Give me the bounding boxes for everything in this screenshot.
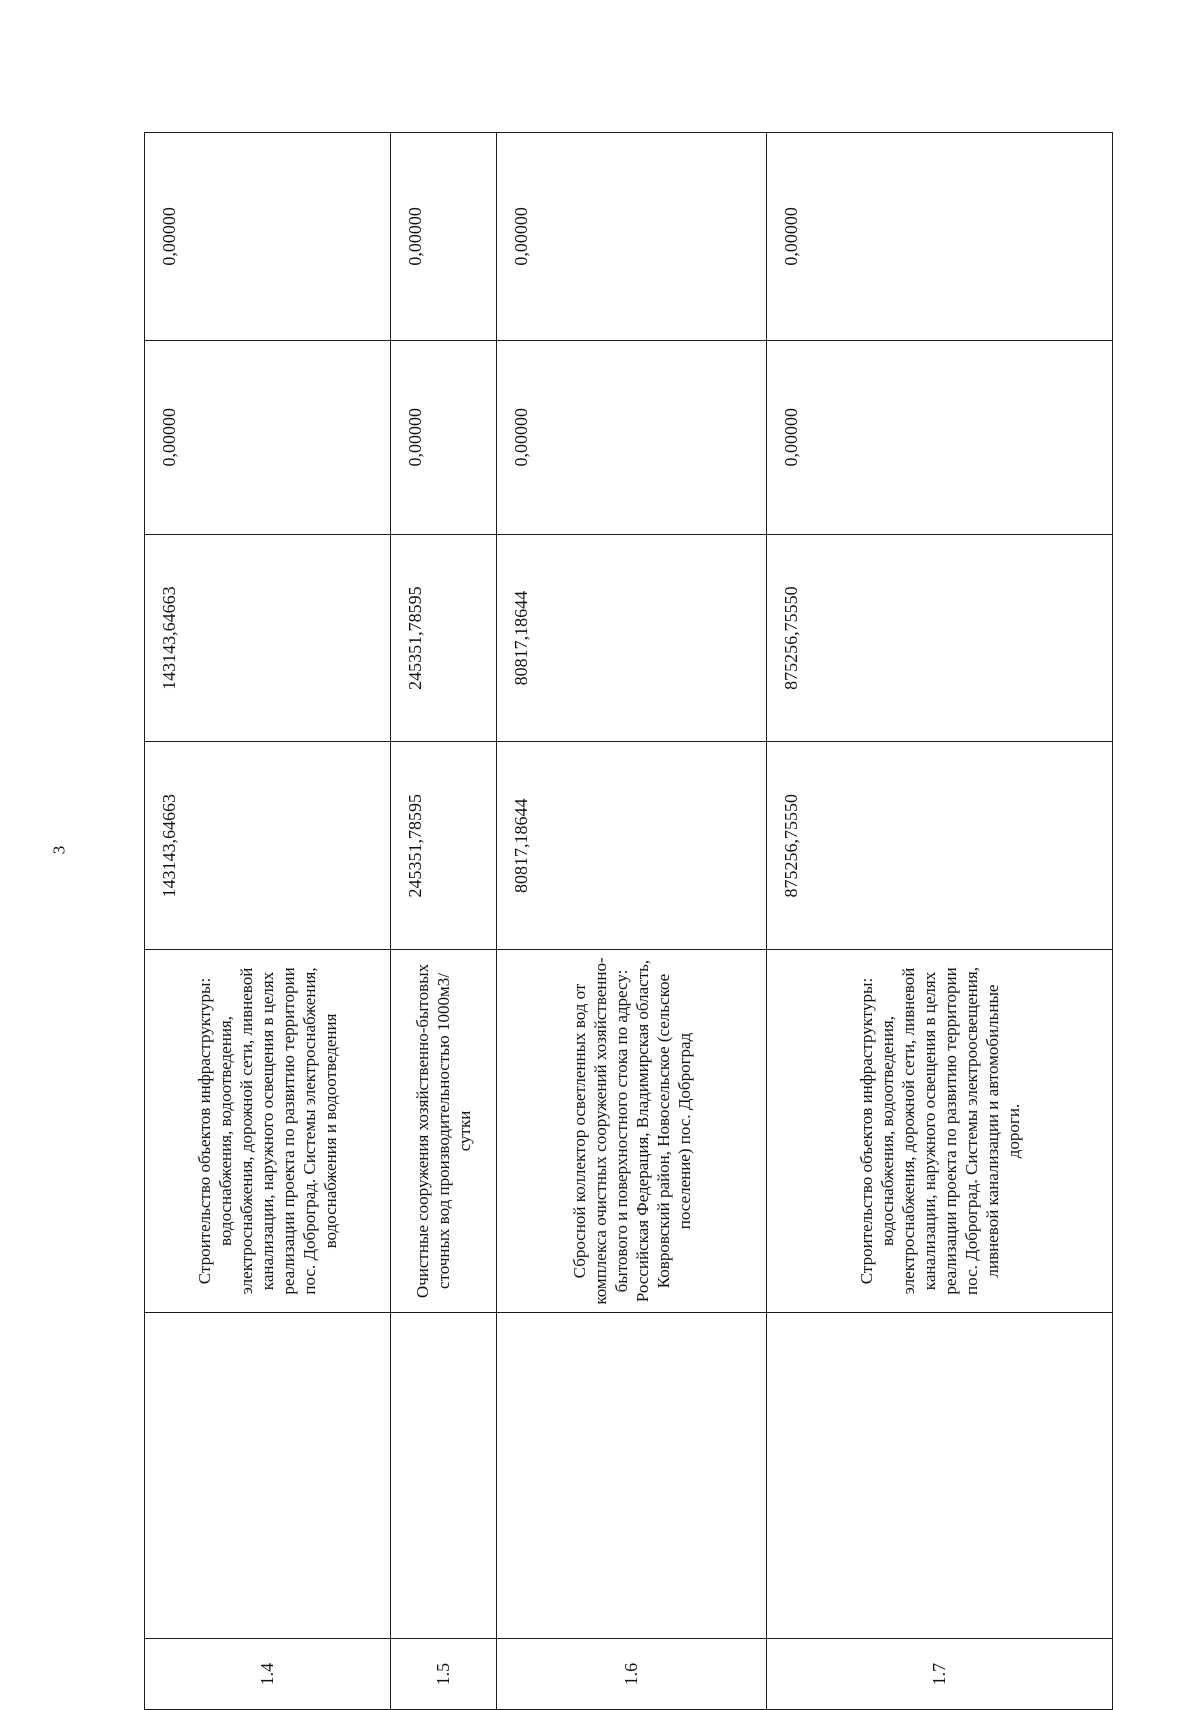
table-row bbox=[497, 133, 767, 1710]
row-value-2: 875256,75550 bbox=[767, 534, 1113, 742]
empty-cell bbox=[391, 1312, 497, 1638]
row-number: 1.7 bbox=[767, 1639, 1113, 1710]
table-row bbox=[391, 133, 497, 1710]
row-number: 1.4 bbox=[145, 1639, 391, 1710]
row-value-2: 245351,78595 bbox=[391, 534, 497, 742]
row-description: Очистные сооружения хозяйственно-бытовых сточных вод производительностью 1000м3/сутки bbox=[391, 950, 497, 1313]
row-value-4: 0,00000 bbox=[391, 133, 497, 341]
page-number: 3 bbox=[49, 845, 69, 855]
row-value-1: 80817,18644 bbox=[497, 742, 767, 950]
row-value-3: 0,00000 bbox=[497, 340, 767, 534]
row-description: Строительство объектов инфраструктуры: водоснабжения, водоотведения, электроснабжения, дорожной сети, ливневой канализации, наружного освещения в целях реализации проекта по развитию территории пос. Доброград. Системы электроосвещения, ливневой канализации и автомобильные дороги. bbox=[767, 950, 1113, 1313]
row-value-3: 0,00000 bbox=[145, 340, 391, 534]
row-value-2: 143143,64663 bbox=[145, 534, 391, 742]
row-number: 1.6 bbox=[497, 1639, 767, 1710]
rotated-table-layer bbox=[144, 132, 1112, 1710]
row-description: Строительство объектов инфраструктуры: водоснабжения, водоотведения, электроснабжения, дорожной сети, ливневой канализации, наружного освещения в целях реализации проекта по развитию территории пос. Доброград. Системы электроснабжения, водоснабжения и водоотведения bbox=[145, 950, 391, 1313]
row-description: Сбросной коллектор осветленных вод от комплекса очистных сооружений хозяйственно-бытового и поверхностного стока по адресу: Российская Федерация, Владимирская область, Ковровский район, Новосельское (сельское поселение) пос. Доброград bbox=[497, 950, 767, 1313]
row-value-3: 0,00000 bbox=[391, 340, 497, 534]
empty-cell bbox=[145, 1312, 391, 1638]
row-value-4: 0,00000 bbox=[145, 133, 391, 341]
row-value-1: 245351,78595 bbox=[391, 742, 497, 950]
row-value-4: 0,00000 bbox=[767, 133, 1113, 341]
empty-cell bbox=[497, 1312, 767, 1638]
budget-table bbox=[144, 132, 1113, 1710]
row-number: 1.5 bbox=[391, 1639, 497, 1710]
row-value-1: 875256,75550 bbox=[767, 742, 1113, 950]
table-row bbox=[145, 133, 391, 1710]
empty-cell bbox=[767, 1312, 1113, 1638]
row-value-2: 80817,18644 bbox=[497, 534, 767, 742]
row-value-3: 0,00000 bbox=[767, 340, 1113, 534]
row-value-4: 0,00000 bbox=[497, 133, 767, 341]
table-container bbox=[144, 132, 1112, 1710]
table-row bbox=[767, 133, 1113, 1710]
row-value-1: 143143,64663 bbox=[145, 742, 391, 950]
